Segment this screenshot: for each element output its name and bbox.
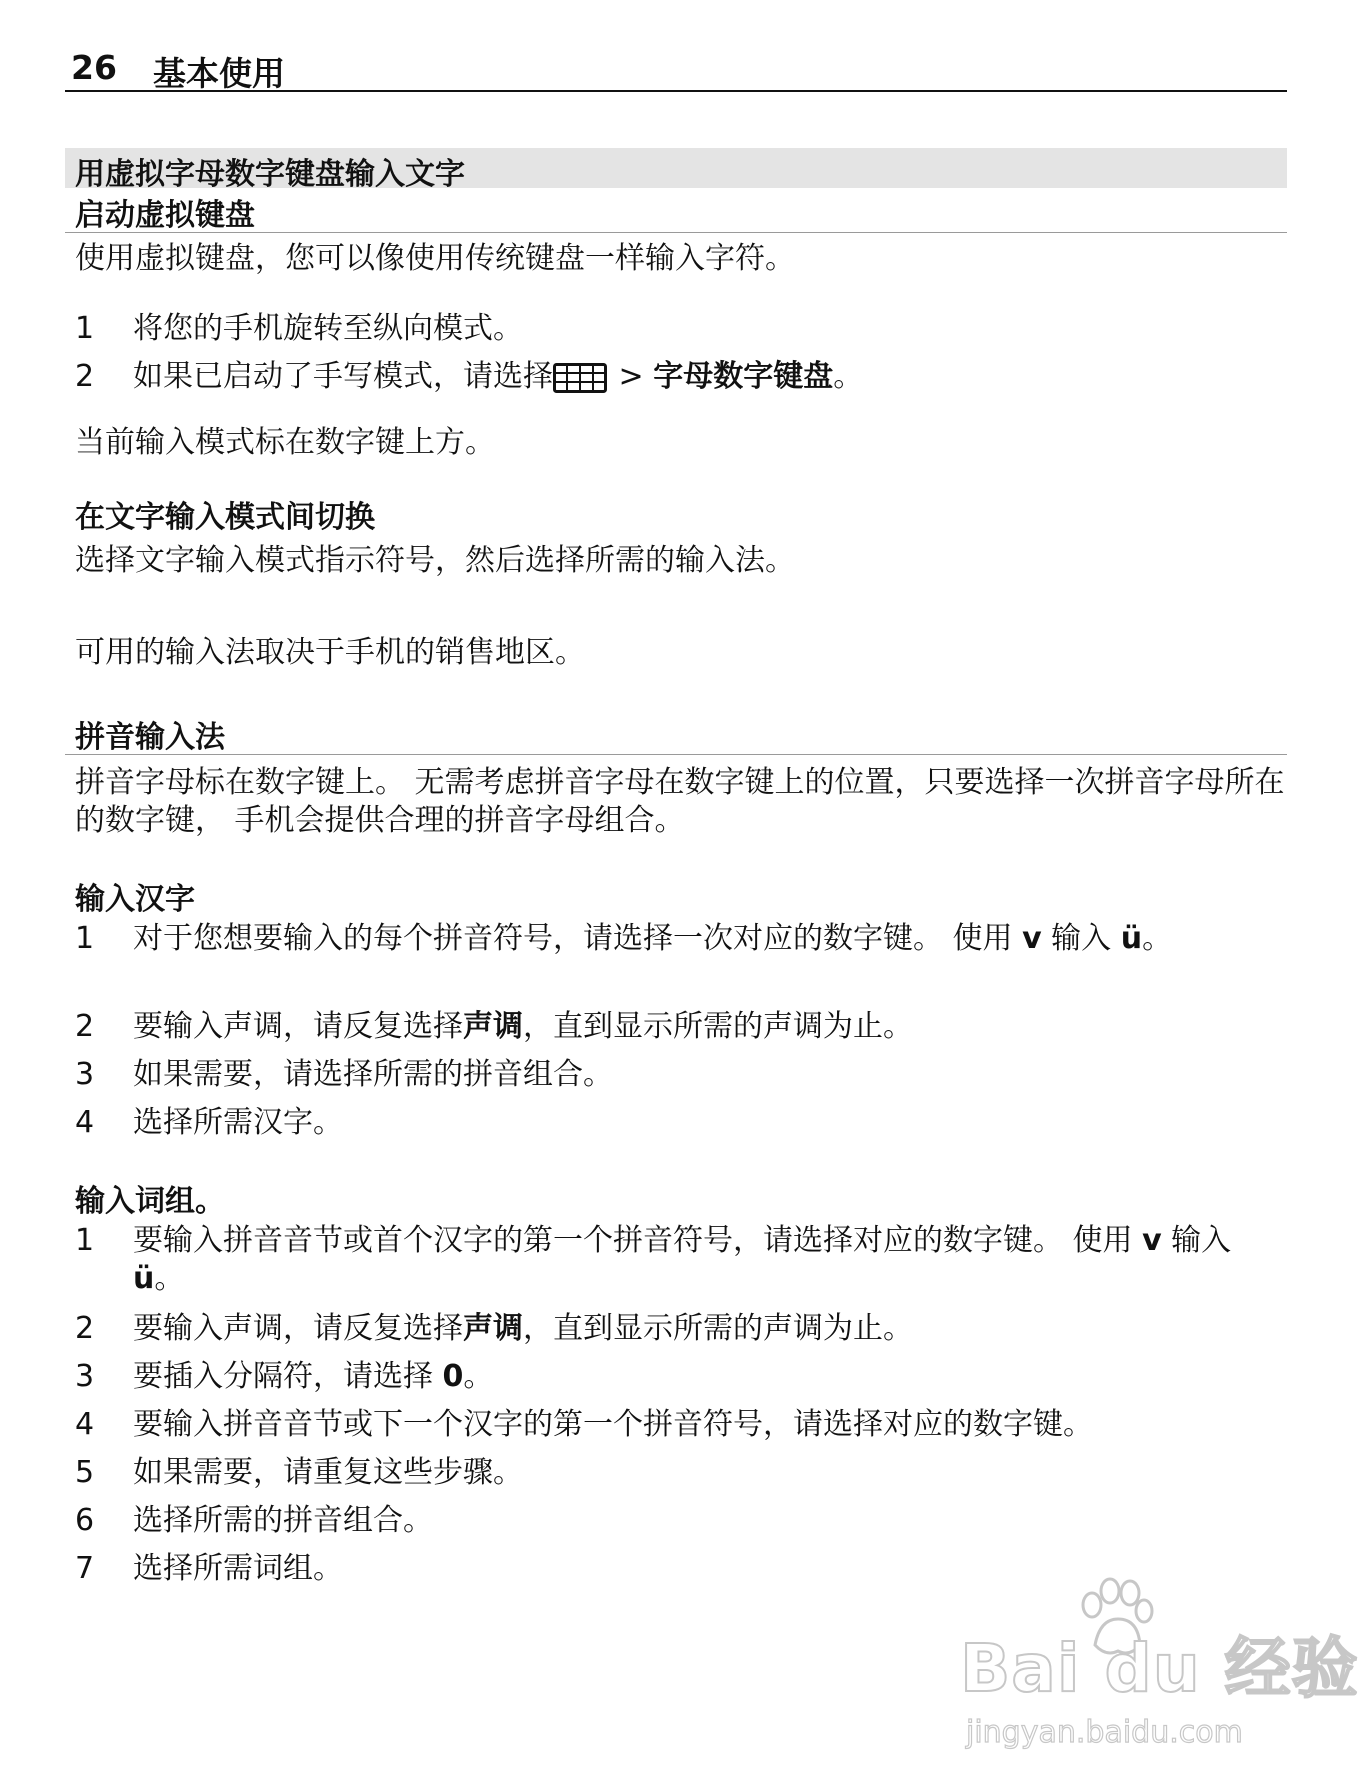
step-text: [133, 1222, 1283, 1298]
step-text: [133, 1008, 1283, 1046]
step-text-bold: v: [1022, 921, 1042, 956]
heading-switch-modes: 在文字输入模式间切换: [75, 500, 375, 535]
section-title-bar: [65, 148, 1287, 192]
watermark-url: jingyan.baidu.com: [966, 1715, 1243, 1750]
step-text-part: 要输入声调，请反复选择: [133, 1311, 463, 1346]
heading-enter-words: 输入词组。: [75, 1184, 225, 1219]
heading-rule: [65, 232, 1287, 233]
page-number: 26: [71, 48, 117, 87]
step-text-part: 。: [833, 359, 864, 394]
step-number: 7: [75, 1551, 95, 1586]
step-number: 1: [75, 311, 95, 346]
step-number: 4: [75, 1105, 95, 1140]
step-text: 将您的手机旋转至纵向模式。: [133, 311, 523, 346]
heading-rule: [65, 754, 1287, 755]
heading-start-keyboard: 启动虚拟键盘: [75, 198, 255, 233]
availability-paragraph: 可用的输入法取决于手机的销售地区。: [75, 635, 585, 670]
step-text-part: 。: [1142, 921, 1173, 956]
document-page: [65, 0, 1287, 1792]
step-text-bold: ü: [1120, 921, 1143, 956]
step-number: 2: [75, 1311, 95, 1346]
step-text-bold: 声调: [463, 1311, 523, 1346]
step-text-part: >: [609, 359, 654, 394]
keyboard-icon: [553, 363, 607, 393]
step-number: 3: [75, 1359, 95, 1394]
step-text: [133, 920, 1283, 958]
chapter-title: 基本使用: [153, 54, 285, 93]
step-number: 2: [75, 1009, 95, 1044]
step-text-part: 。: [154, 1261, 185, 1296]
note-paragraph: 当前输入模式标在数字键上方。: [75, 425, 495, 460]
step-text-part: 要输入声调，请反复选择: [133, 1009, 463, 1044]
step-text: 如果需要，请选择所需的拼音组合。: [133, 1057, 613, 1092]
intro-paragraph: 使用虚拟键盘，您可以像使用传统键盘一样输入字符。: [75, 241, 795, 276]
step-text: 选择所需词组。: [133, 1551, 343, 1586]
step-text: 要输入拼音音节或下一个汉字的第一个拼音符号，请选择对应的数字键。: [133, 1407, 1093, 1442]
step-number: 3: [75, 1057, 95, 1092]
step-text-part: 输入: [1041, 921, 1121, 956]
heading-enter-chars: 输入汉字: [75, 882, 195, 917]
switch-modes-paragraph: 选择文字输入模式指示符号，然后选择所需的输入法。: [75, 543, 795, 578]
step-text-part: 。: [463, 1359, 494, 1394]
step-text-part: 如果已启动了手写模式，请选择: [133, 359, 553, 394]
step-number: 1: [75, 921, 95, 956]
step-text: 选择所需的拼音组合。: [133, 1503, 433, 1538]
baidu-watermark: [960, 1575, 1359, 1775]
watermark-logo: Bai du 经验: [960, 1630, 1359, 1707]
step-text: [133, 1310, 1283, 1348]
pinyin-paragraph: 拼音字母标在数字键上。 无需考虑拼音字母在数字键上的位置，只要选择一次拼音字母所在的数字键， 手机会提供合理的拼音字母组合。: [75, 765, 1285, 838]
step-text-bold: 声调: [463, 1009, 523, 1044]
step-text-bold: v: [1142, 1223, 1162, 1258]
step-text-part: 对于您想要输入的每个拼音符号，请选择一次对应的数字键。 使用: [133, 921, 1023, 956]
step-text-bold: 字母数字键盘: [653, 359, 834, 394]
step-text-part: ，直到显示所需的声调为止。: [523, 1009, 913, 1044]
step-text: [133, 1358, 1283, 1396]
step-text: 选择所需汉字。: [133, 1105, 343, 1140]
step-number: 6: [75, 1503, 95, 1538]
section-title: 用虚拟字母数字键盘输入文字: [75, 157, 465, 192]
step-text-part: ，直到显示所需的声调为止。: [523, 1311, 913, 1346]
step-number: 1: [75, 1223, 95, 1258]
step-text-bold: 0: [442, 1359, 464, 1394]
step-text-part: 要输入拼音音节或首个汉字的第一个拼音符号，请选择对应的数字键。 使用: [133, 1223, 1143, 1258]
running-header: [65, 46, 1287, 92]
step-number: 5: [75, 1455, 95, 1490]
step-text-part: 要插入分隔符，请选择: [133, 1359, 443, 1394]
heading-pinyin: 拼音输入法: [75, 720, 225, 755]
step-text-part: 输入: [1161, 1223, 1232, 1258]
step-number: 4: [75, 1407, 95, 1442]
step-number: 2: [75, 359, 95, 394]
step-text: 如果需要，请重复这些步骤。: [133, 1455, 523, 1490]
step-text-bold: ü: [133, 1261, 155, 1296]
step-text: [133, 358, 1283, 396]
